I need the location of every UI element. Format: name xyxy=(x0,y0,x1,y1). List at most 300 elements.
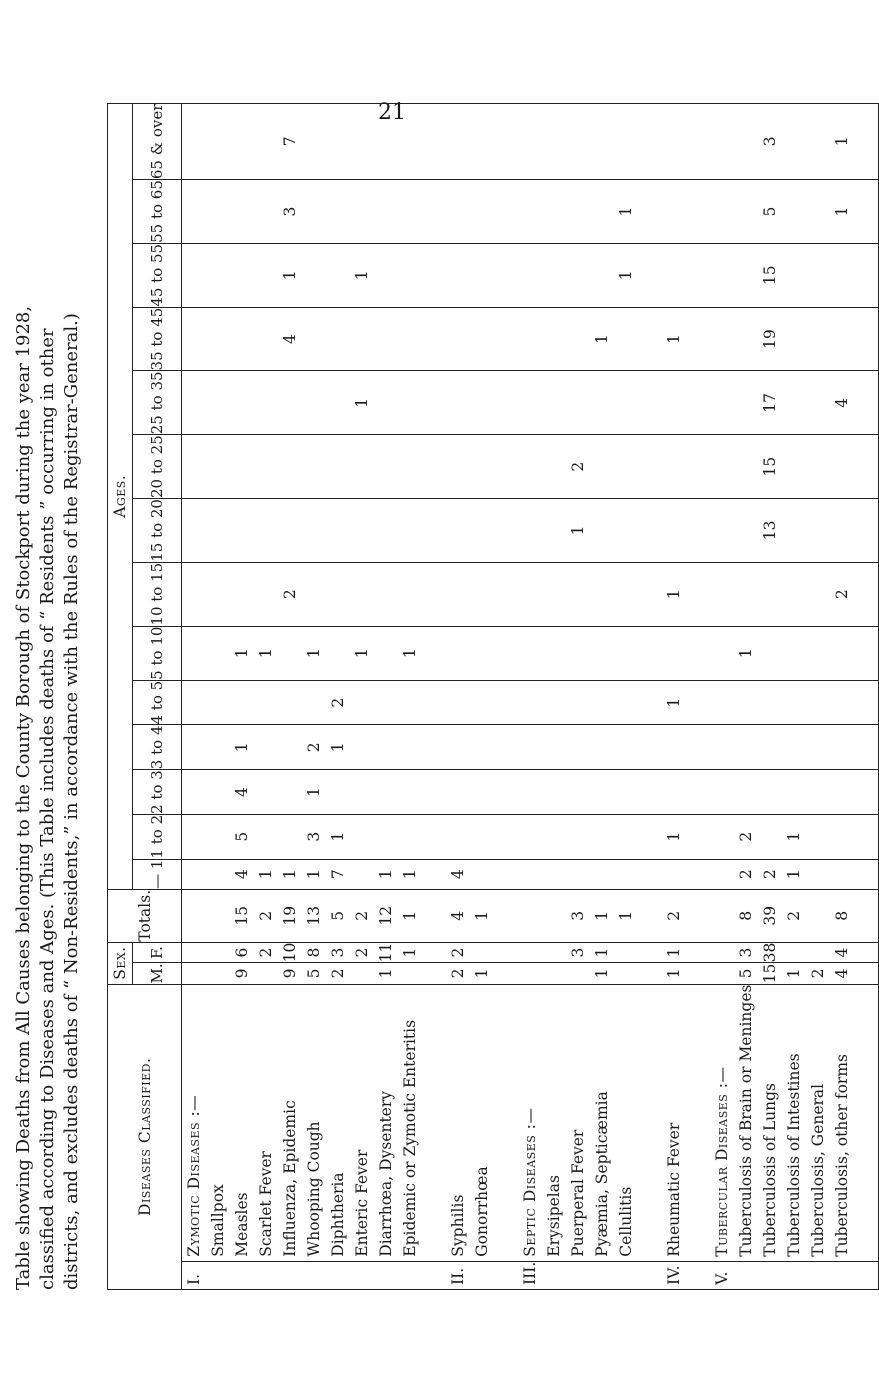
empty-cell xyxy=(494,889,518,942)
age-count xyxy=(734,371,758,435)
age-count xyxy=(542,626,566,680)
age-count xyxy=(662,435,686,499)
age-count xyxy=(350,499,374,563)
empty-cell xyxy=(518,680,542,725)
male-count: 9 xyxy=(278,963,302,984)
age-count xyxy=(590,435,614,499)
age-count xyxy=(446,307,470,371)
empty-cell xyxy=(686,243,710,307)
empty-cell xyxy=(638,725,662,770)
age-count xyxy=(206,243,230,307)
age-count xyxy=(566,770,590,815)
empty-cell xyxy=(854,371,879,435)
empty-cell xyxy=(182,243,207,307)
empty-cell xyxy=(518,814,542,859)
age-count xyxy=(278,435,302,499)
age-count xyxy=(326,243,350,307)
male-count: 1 xyxy=(590,963,614,984)
table-row xyxy=(782,103,806,1289)
age-count xyxy=(278,680,302,725)
age-count xyxy=(230,499,254,563)
table-caption xyxy=(12,140,84,1290)
age-count: 4 xyxy=(830,371,854,435)
caption-line: districts, and excludes deaths of “ Non-Residents,” in accordance with the Rules of the Registrar-General.) xyxy=(61,313,82,1290)
age-group-header: 35 to 45 xyxy=(133,307,182,371)
group-title: Tubercular Diseases :— xyxy=(710,984,734,1261)
female-count xyxy=(806,942,830,963)
table-row xyxy=(662,103,686,1289)
age-count xyxy=(590,562,614,626)
age-count xyxy=(398,680,422,725)
age-count xyxy=(350,814,374,859)
empty-cell xyxy=(638,626,662,680)
age-count xyxy=(806,626,830,680)
age-count xyxy=(254,680,278,725)
age-group-header: 20 to 25 xyxy=(133,435,182,499)
age-count xyxy=(374,371,398,435)
age-count xyxy=(302,499,326,563)
group-numeral xyxy=(614,1261,638,1289)
age-count: 13 xyxy=(758,499,782,563)
total-count: 8 xyxy=(830,889,854,942)
age-count xyxy=(374,725,398,770)
empty-cell xyxy=(686,562,710,626)
age-count xyxy=(206,499,230,563)
age-count: 1 xyxy=(614,180,638,244)
group-numeral: IV. xyxy=(662,1261,686,1289)
empty-cell xyxy=(494,963,518,984)
disease-label: Rheumatic Fever xyxy=(662,984,686,1261)
disease-label: Tuberculosis of Intestines xyxy=(782,984,806,1261)
age-count: 2 xyxy=(830,562,854,626)
male-count xyxy=(566,963,590,984)
age-count xyxy=(614,307,638,371)
empty-cell xyxy=(422,180,446,244)
total-count: 2 xyxy=(662,889,686,942)
disease-label: Epidemic or Zymotic Enteritis xyxy=(398,984,422,1261)
group-numeral xyxy=(302,1261,326,1289)
age-count xyxy=(302,680,326,725)
age-group-header: 3 to 4 xyxy=(133,725,182,770)
age-count: 1 xyxy=(350,243,374,307)
female-count: 6 xyxy=(230,942,254,963)
empty-cell xyxy=(422,814,446,859)
table-row xyxy=(470,103,494,1289)
female-count: 3 xyxy=(326,942,350,963)
group-numeral xyxy=(230,1261,254,1289)
empty-cell xyxy=(518,889,542,942)
empty-cell xyxy=(686,814,710,859)
male-header: M. xyxy=(133,963,182,984)
table-row xyxy=(830,103,854,1289)
empty-cell xyxy=(638,499,662,563)
age-count xyxy=(734,307,758,371)
female-count: 1 xyxy=(590,942,614,963)
age-count xyxy=(614,859,638,889)
empty-cell xyxy=(710,626,734,680)
age-count xyxy=(830,725,854,770)
empty-cell xyxy=(494,770,518,815)
disease-label: Gonorrhœa xyxy=(470,984,494,1261)
age-count xyxy=(446,180,470,244)
empty-cell xyxy=(494,1261,518,1289)
age-count xyxy=(806,770,830,815)
age-group-header: 4 to 5 xyxy=(133,680,182,725)
male-count xyxy=(206,963,230,984)
table-row xyxy=(302,103,326,1289)
total-count: 13 xyxy=(302,889,326,942)
age-count xyxy=(302,562,326,626)
table-row xyxy=(734,103,758,1289)
empty-cell xyxy=(494,371,518,435)
age-count xyxy=(806,180,830,244)
empty-cell xyxy=(422,435,446,499)
total-count: 1 xyxy=(470,889,494,942)
empty-cell xyxy=(422,499,446,563)
age-count xyxy=(398,307,422,371)
age-count xyxy=(206,859,230,889)
age-count: 1 xyxy=(278,859,302,889)
age-count xyxy=(446,499,470,563)
group-spacer xyxy=(494,103,518,1289)
age-count xyxy=(278,814,302,859)
total-count: 4 xyxy=(446,889,470,942)
age-count xyxy=(758,626,782,680)
total-count xyxy=(542,889,566,942)
group-numeral xyxy=(830,1261,854,1289)
empty-cell xyxy=(182,859,207,889)
age-count xyxy=(398,180,422,244)
age-count xyxy=(830,626,854,680)
disease-label: Smallpox xyxy=(206,984,230,1261)
male-count: 2 xyxy=(446,963,470,984)
age-count: 1 xyxy=(278,243,302,307)
age-count xyxy=(206,770,230,815)
empty-cell xyxy=(854,725,879,770)
age-count xyxy=(782,243,806,307)
age-count xyxy=(614,103,638,180)
male-count xyxy=(542,963,566,984)
age-count: 1 xyxy=(566,499,590,563)
age-count xyxy=(806,243,830,307)
empty-cell xyxy=(494,180,518,244)
age-count xyxy=(830,814,854,859)
age-count xyxy=(326,180,350,244)
group-numeral: I. xyxy=(182,1261,207,1289)
age-count: 1 xyxy=(662,680,686,725)
age-count: 1 xyxy=(302,770,326,815)
age-count xyxy=(398,243,422,307)
age-count xyxy=(566,180,590,244)
age-count xyxy=(830,770,854,815)
group-numeral xyxy=(590,1261,614,1289)
empty-cell xyxy=(638,180,662,244)
age-count xyxy=(662,499,686,563)
empty-cell xyxy=(518,626,542,680)
age-count: 2 xyxy=(278,562,302,626)
disease-label: Syphilis xyxy=(446,984,470,1261)
disease-label: Puerperal Fever xyxy=(566,984,590,1261)
empty-cell xyxy=(638,859,662,889)
disease-label: Scarlet Fever xyxy=(254,984,278,1261)
group-numeral xyxy=(566,1261,590,1289)
age-count xyxy=(590,499,614,563)
empty-cell xyxy=(182,626,207,680)
age-count xyxy=(326,435,350,499)
empty-cell xyxy=(686,984,710,1261)
empty-cell xyxy=(710,889,734,942)
age-count xyxy=(278,499,302,563)
age-count xyxy=(590,725,614,770)
empty-cell xyxy=(710,243,734,307)
age-count xyxy=(542,371,566,435)
age-count xyxy=(542,814,566,859)
group-numeral xyxy=(734,1261,758,1289)
age-count: 1 xyxy=(782,814,806,859)
empty-cell xyxy=(854,889,879,942)
disease-label: Erysipelas xyxy=(542,984,566,1261)
total-count: 2 xyxy=(254,889,278,942)
group-title: Zymotic Diseases :— xyxy=(182,984,207,1261)
age-count xyxy=(566,307,590,371)
empty-cell xyxy=(710,180,734,244)
empty-cell xyxy=(710,435,734,499)
age-count xyxy=(374,499,398,563)
table-row xyxy=(206,103,230,1289)
age-count: 7 xyxy=(326,859,350,889)
female-count: 3 xyxy=(734,942,758,963)
group-spacer xyxy=(422,103,446,1289)
empty-cell xyxy=(854,1261,879,1289)
age-count xyxy=(326,626,350,680)
age-count xyxy=(350,859,374,889)
age-count: 1 xyxy=(830,103,854,180)
empty-cell xyxy=(854,243,879,307)
age-count xyxy=(230,180,254,244)
age-count xyxy=(230,680,254,725)
total-count xyxy=(806,889,830,942)
empty-cell xyxy=(638,562,662,626)
empty-cell xyxy=(182,180,207,244)
female-count xyxy=(542,942,566,963)
total-count: 2 xyxy=(350,889,374,942)
age-count xyxy=(614,371,638,435)
age-count xyxy=(470,307,494,371)
empty-cell xyxy=(638,942,662,963)
age-count xyxy=(590,626,614,680)
group-spacer xyxy=(638,103,662,1289)
age-count: 1 xyxy=(254,859,278,889)
empty-cell xyxy=(518,307,542,371)
empty-cell xyxy=(422,103,446,180)
age-count xyxy=(230,435,254,499)
empty-cell xyxy=(422,243,446,307)
age-count: 5 xyxy=(230,814,254,859)
age-count: 1 xyxy=(662,562,686,626)
age-count xyxy=(590,770,614,815)
age-count: 2 xyxy=(734,814,758,859)
empty-cell xyxy=(854,859,879,889)
age-count xyxy=(446,770,470,815)
age-count xyxy=(446,814,470,859)
age-count xyxy=(806,499,830,563)
age-count xyxy=(614,435,638,499)
empty-cell xyxy=(710,680,734,725)
empty-cell xyxy=(638,307,662,371)
male-count xyxy=(398,963,422,984)
age-count xyxy=(662,626,686,680)
age-count xyxy=(590,859,614,889)
female-count xyxy=(782,942,806,963)
male-count: 2 xyxy=(806,963,830,984)
age-count xyxy=(374,435,398,499)
empty-cell xyxy=(494,626,518,680)
age-count xyxy=(350,562,374,626)
age-count xyxy=(566,243,590,307)
age-count: 4 xyxy=(230,859,254,889)
female-count: 1 xyxy=(662,942,686,963)
group-numeral xyxy=(806,1261,830,1289)
age-count xyxy=(734,435,758,499)
empty-cell xyxy=(494,499,518,563)
age-count xyxy=(446,103,470,180)
age-count xyxy=(206,435,230,499)
total-count: 3 xyxy=(566,889,590,942)
age-count xyxy=(590,814,614,859)
empty-cell xyxy=(686,725,710,770)
female-count: 2 xyxy=(350,942,374,963)
age-count xyxy=(398,103,422,180)
age-count xyxy=(662,180,686,244)
age-count xyxy=(734,680,758,725)
age-count: 3 xyxy=(758,103,782,180)
empty-cell xyxy=(422,963,446,984)
age-count xyxy=(734,243,758,307)
age-count xyxy=(470,243,494,307)
empty-cell xyxy=(182,770,207,815)
empty-cell xyxy=(638,371,662,435)
age-count: 2 xyxy=(302,725,326,770)
age-count xyxy=(590,180,614,244)
empty-cell xyxy=(854,680,879,725)
age-count xyxy=(350,770,374,815)
age-count xyxy=(662,243,686,307)
age-count xyxy=(374,680,398,725)
age-count: 1 xyxy=(302,859,326,889)
group-numeral xyxy=(782,1261,806,1289)
age-count xyxy=(350,435,374,499)
empty-cell xyxy=(518,859,542,889)
age-count xyxy=(806,371,830,435)
age-count xyxy=(470,626,494,680)
age-count xyxy=(278,371,302,435)
table-row xyxy=(326,103,350,1289)
age-count xyxy=(206,725,230,770)
female-count: 38 xyxy=(758,942,782,963)
age-count: 1 xyxy=(830,180,854,244)
age-count xyxy=(662,725,686,770)
age-count xyxy=(206,307,230,371)
disease-label: Tuberculosis of Lungs xyxy=(758,984,782,1261)
age-count xyxy=(230,371,254,435)
total-count: 12 xyxy=(374,889,398,942)
age-group-header: 45 to 55 xyxy=(133,243,182,307)
empty-cell xyxy=(518,770,542,815)
age-count xyxy=(278,725,302,770)
table-row xyxy=(614,103,638,1289)
age-count: 1 xyxy=(254,626,278,680)
empty-cell xyxy=(854,307,879,371)
age-count: 3 xyxy=(302,814,326,859)
female-count: 2 xyxy=(254,942,278,963)
group-numeral xyxy=(326,1261,350,1289)
empty-cell xyxy=(710,859,734,889)
empty-cell xyxy=(494,103,518,180)
age-count xyxy=(566,371,590,435)
male-count: 5 xyxy=(734,963,758,984)
empty-cell xyxy=(518,725,542,770)
empty-cell xyxy=(422,770,446,815)
age-count xyxy=(254,371,278,435)
age-count xyxy=(806,680,830,725)
empty-cell xyxy=(686,180,710,244)
empty-cell xyxy=(494,814,518,859)
age-count xyxy=(470,103,494,180)
age-count xyxy=(566,103,590,180)
age-count xyxy=(470,814,494,859)
age-count xyxy=(566,814,590,859)
age-count xyxy=(542,725,566,770)
age-count xyxy=(254,725,278,770)
age-count xyxy=(830,499,854,563)
age-count xyxy=(470,435,494,499)
age-count xyxy=(326,770,350,815)
age-count xyxy=(446,562,470,626)
age-count xyxy=(470,371,494,435)
age-count xyxy=(614,499,638,563)
age-count xyxy=(830,859,854,889)
empty-cell xyxy=(686,103,710,180)
empty-cell xyxy=(854,180,879,244)
age-count xyxy=(782,103,806,180)
sex-header: Sex. xyxy=(108,942,133,984)
age-group-header: 25 to 35 xyxy=(133,371,182,435)
age-count xyxy=(326,371,350,435)
age-count xyxy=(254,435,278,499)
female-count: 10 xyxy=(278,942,302,963)
empty-cell xyxy=(854,562,879,626)
disease-label: Diphtheria xyxy=(326,984,350,1261)
age-count xyxy=(254,499,278,563)
age-count xyxy=(734,770,758,815)
empty-cell xyxy=(638,680,662,725)
female-count: 8 xyxy=(302,942,326,963)
male-count: 2 xyxy=(326,963,350,984)
group-numeral xyxy=(206,1261,230,1289)
empty-cell xyxy=(710,770,734,815)
empty-cell xyxy=(686,680,710,725)
age-count xyxy=(326,499,350,563)
age-count: 2 xyxy=(734,859,758,889)
age-count xyxy=(446,435,470,499)
ages-header: Ages. xyxy=(108,103,133,889)
age-count xyxy=(398,814,422,859)
age-count xyxy=(782,626,806,680)
empty-cell xyxy=(182,814,207,859)
empty-cell xyxy=(638,435,662,499)
age-count: 1 xyxy=(326,725,350,770)
empty-cell xyxy=(686,435,710,499)
